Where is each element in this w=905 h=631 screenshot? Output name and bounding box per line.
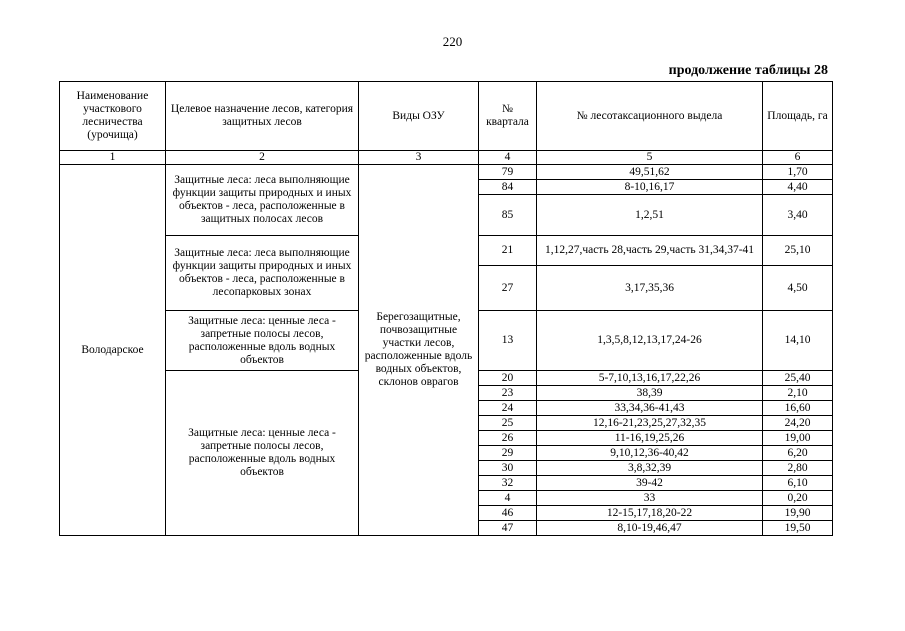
plot-cell: 1,2,51 <box>537 195 763 236</box>
plot-cell: 11-16,19,25,26 <box>537 431 763 446</box>
quarter-cell: 85 <box>479 195 537 236</box>
area-cell: 24,20 <box>763 416 833 431</box>
category-cell: Защитные леса: леса выполняющие функции защиты природных и иных объектов - леса, расположенные в защитных полосах лесов <box>166 165 359 236</box>
plot-cell: 1,12,27,часть 28,часть 29,часть 31,34,37-41 <box>537 236 763 266</box>
area-cell: 6,20 <box>763 446 833 461</box>
quarter-cell: 23 <box>479 386 537 401</box>
quarter-cell: 13 <box>479 311 537 371</box>
column-number: 5 <box>537 151 763 165</box>
area-cell: 19,00 <box>763 431 833 446</box>
area-cell: 16,60 <box>763 401 833 416</box>
area-cell: 4,40 <box>763 180 833 195</box>
column-number: 4 <box>479 151 537 165</box>
area-cell: 19,50 <box>763 521 833 536</box>
plot-cell: 5-7,10,13,16,17,22,26 <box>537 371 763 386</box>
header-row <box>60 82 833 151</box>
area-cell: 25,10 <box>763 236 833 266</box>
quarter-cell: 79 <box>479 165 537 180</box>
page-number: 220 <box>442 34 463 49</box>
area-cell: 2,80 <box>763 461 833 476</box>
column-number: 6 <box>763 151 833 165</box>
header-ozu: Виды ОЗУ <box>359 82 479 151</box>
plot-cell: 39-42 <box>537 476 763 491</box>
quarter-cell: 30 <box>479 461 537 476</box>
plot-cell: 12-15,17,18,20-22 <box>537 506 763 521</box>
quarter-cell: 29 <box>479 446 537 461</box>
quarter-cell: 20 <box>479 371 537 386</box>
plot-cell: 38,39 <box>537 386 763 401</box>
area-cell: 2,10 <box>763 386 833 401</box>
plot-cell: 49,51,62 <box>537 165 763 180</box>
quarter-cell: 47 <box>479 521 537 536</box>
area-cell: 0,20 <box>763 491 833 506</box>
quarter-cell: 32 <box>479 476 537 491</box>
plot-cell: 3,17,35,36 <box>537 266 763 311</box>
category-cell: Защитные леса: ценные леса - запретные полосы лесов, расположенные вдоль водных объектов <box>166 311 359 371</box>
quarter-cell: 46 <box>479 506 537 521</box>
column-number-row <box>60 151 833 165</box>
plot-cell: 12,16-21,23,25,27,32,35 <box>537 416 763 431</box>
area-cell: 25,40 <box>763 371 833 386</box>
quarter-cell: 24 <box>479 401 537 416</box>
table-row <box>60 165 833 180</box>
category-cell: Защитные леса: леса выполняющие функции защиты природных и иных объектов - леса, расположенные в лесопарковых зонах <box>166 236 359 311</box>
plot-cell: 3,8,32,39 <box>537 461 763 476</box>
quarter-cell: 4 <box>479 491 537 506</box>
plot-cell: 8,10-19,46,47 <box>537 521 763 536</box>
header-purpose: Целевое назначение лесов, категория защитных лесов <box>166 82 359 151</box>
column-number: 3 <box>359 151 479 165</box>
quarter-cell: 26 <box>479 431 537 446</box>
quarter-cell: 25 <box>479 416 537 431</box>
area-cell: 19,90 <box>763 506 833 521</box>
forestry-name: Володарское <box>60 165 166 536</box>
header-plot: № лесотаксационного выдела <box>537 82 763 151</box>
header-forestry: Наименование участкового лесничества (урочища) <box>60 82 166 151</box>
area-cell: 6,10 <box>763 476 833 491</box>
area-cell: 3,40 <box>763 195 833 236</box>
quarter-cell: 84 <box>479 180 537 195</box>
continuation-label: продолжение таблицы 28 <box>668 63 828 78</box>
plot-cell: 8-10,16,17 <box>537 180 763 195</box>
forest-table <box>59 81 833 536</box>
area-cell: 1,70 <box>763 165 833 180</box>
plot-cell: 33,34,36-41,43 <box>537 401 763 416</box>
column-number: 1 <box>60 151 166 165</box>
area-cell: 14,10 <box>763 311 833 371</box>
plot-cell: 33 <box>537 491 763 506</box>
plot-cell: 9,10,12,36-40,42 <box>537 446 763 461</box>
plot-cell: 1,3,5,8,12,13,17,24-26 <box>537 311 763 371</box>
quarter-cell: 21 <box>479 236 537 266</box>
header-area: Площадь, га <box>763 82 833 151</box>
column-number: 2 <box>166 151 359 165</box>
header-quarter: № квартала <box>479 82 537 151</box>
quarter-cell: 27 <box>479 266 537 311</box>
area-cell: 4,50 <box>763 266 833 311</box>
category-cell: Защитные леса: ценные леса - запретные полосы лесов, расположенные вдоль водных объектов <box>166 371 359 536</box>
ozu-type: Берегозащитные, почвозащитные участки лесов, расположенные вдоль водных объектов, склонов оврагов <box>359 165 479 536</box>
